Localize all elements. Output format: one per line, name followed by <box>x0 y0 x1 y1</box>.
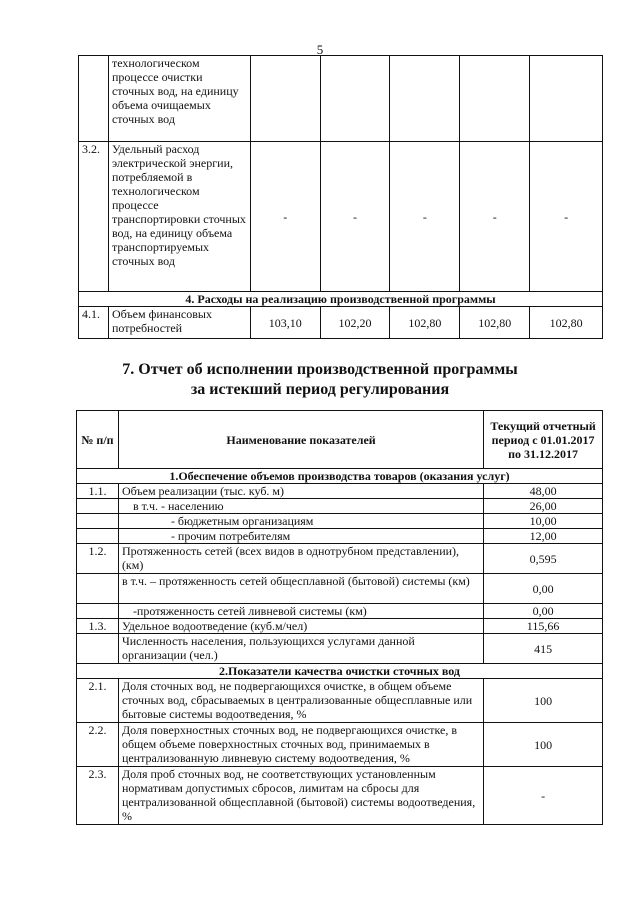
row-number: 1.2. <box>77 544 119 574</box>
table-row <box>77 529 603 544</box>
section-header-row <box>77 664 603 679</box>
row-name: Удельный расход электрической энергии, потребляемой в технологическом процессе транспортировки сточных вод, на единицу объема транспортируемых сточных вод <box>108 142 250 292</box>
row-number: 4.1. <box>79 307 109 339</box>
cell-value: - <box>390 142 460 292</box>
cell-value <box>320 56 390 142</box>
header-period: Текущий отчетный период с 01.01.2017 по 31.12.2017 <box>484 411 603 469</box>
cell-value: 115,66 <box>484 619 603 634</box>
table-row <box>77 544 603 574</box>
cell-value: - <box>484 767 603 825</box>
table-row <box>79 142 603 292</box>
section-title: 2.Показатели качества очистки сточных вод <box>77 664 603 679</box>
row-name: Доля поверхностных сточных вод, не подвергающихся очистке, в общем объеме поверхностных сточных вод, принимаемых в централизованную ливневую систему водоотведения, % <box>118 723 483 767</box>
table-row <box>77 604 603 619</box>
row-name: в т.ч. - населению <box>118 499 483 514</box>
section-title: 1.Обеспечение объемов производства товаров (оказания услуг) <box>77 469 603 484</box>
table-row <box>77 499 603 514</box>
header-num: № п/п <box>77 411 119 469</box>
table-row <box>77 767 603 825</box>
section-header-row <box>77 469 603 484</box>
cell-value: 100 <box>484 723 603 767</box>
row-number: 2.3. <box>77 767 119 825</box>
row-number <box>77 499 119 514</box>
table-row <box>77 634 603 664</box>
cell-value: 102,20 <box>320 307 390 339</box>
row-number: 2.2. <box>77 723 119 767</box>
cell-value <box>390 56 460 142</box>
cell-value <box>250 56 320 142</box>
cell-value: 102,80 <box>530 307 603 339</box>
section-heading <box>0 360 640 400</box>
row-name: Доля сточных вод, не подвергающихся очистке, в общем объеме сточных вод, сбрасываемых в централизованные общесплавные или бытовые системы водоотведения, % <box>118 679 483 723</box>
heading-line-2: за истекший период регулирования <box>190 381 450 398</box>
cell-value: - <box>530 142 603 292</box>
row-name: Протяженность сетей (всех видов в однотрубном представлении), (км) <box>118 544 483 574</box>
cell-value: 102,80 <box>390 307 460 339</box>
cell-value: - <box>320 142 390 292</box>
section-title: 4. Расходы на реализацию производственной программы <box>79 292 603 307</box>
cell-value: 12,00 <box>484 529 603 544</box>
page-number: 5 <box>316 42 324 57</box>
row-number <box>77 529 119 544</box>
row-name: технологическом процессе очистки сточных вод, на единицу объема очищаемых сточных вод <box>108 56 250 142</box>
row-name: Объем реализации (тыс. куб. м) <box>118 484 483 499</box>
header-name: Наименование показателей <box>118 411 483 469</box>
row-number: 1.3. <box>77 619 119 634</box>
table-row <box>77 679 603 723</box>
row-number <box>79 56 109 142</box>
row-name: в т.ч. – протяженность сетей общесплавной (бытовой) системы (км) <box>118 574 483 604</box>
row-name: Доля проб сточных вод, не соответствующих установленным нормативам допустимых сбросов, лимитам на сбросы для централизованной общесплавной (бытовой) системы водоотведения, % <box>118 767 483 825</box>
row-number <box>77 604 119 619</box>
cell-value: 0,00 <box>484 574 603 604</box>
cell-value: - <box>460 142 530 292</box>
row-number <box>77 634 119 664</box>
section-header-row <box>79 292 603 307</box>
cell-value: 0,00 <box>484 604 603 619</box>
production-program-table <box>78 55 603 339</box>
cell-value: 415 <box>484 634 603 664</box>
cell-value <box>460 56 530 142</box>
table-header-row <box>77 411 603 469</box>
table-row <box>79 56 603 142</box>
cell-value: 103,10 <box>250 307 320 339</box>
cell-value <box>530 56 603 142</box>
row-number <box>77 574 119 604</box>
table-row <box>77 484 603 499</box>
row-name: - прочим потребителям <box>118 529 483 544</box>
table-row <box>77 723 603 767</box>
row-name: -протяженность сетей ливневой системы (км) <box>118 604 483 619</box>
row-number: 2.1. <box>77 679 119 723</box>
table-row <box>77 574 603 604</box>
table-row <box>77 514 603 529</box>
program-report-table <box>76 410 603 825</box>
row-name: Удельное водоотведение (куб.м/чел) <box>118 619 483 634</box>
table-row <box>79 307 603 339</box>
cell-value: 102,80 <box>460 307 530 339</box>
cell-value: 26,00 <box>484 499 603 514</box>
row-number: 3.2. <box>79 142 109 292</box>
cell-value: 10,00 <box>484 514 603 529</box>
cell-value: - <box>250 142 320 292</box>
cell-value: 100 <box>484 679 603 723</box>
table-row <box>77 619 603 634</box>
heading-line-1: 7. Отчет об исполнении производственной программы <box>122 361 518 378</box>
row-name: - бюджетным организациям <box>118 514 483 529</box>
row-number: 1.1. <box>77 484 119 499</box>
row-name: Численность населения, пользующихся услугами данной организации (чел.) <box>118 634 483 664</box>
cell-value: 0,595 <box>484 544 603 574</box>
cell-value: 48,00 <box>484 484 603 499</box>
row-number <box>77 514 119 529</box>
row-name: Объем финансовых потребностей <box>108 307 250 339</box>
